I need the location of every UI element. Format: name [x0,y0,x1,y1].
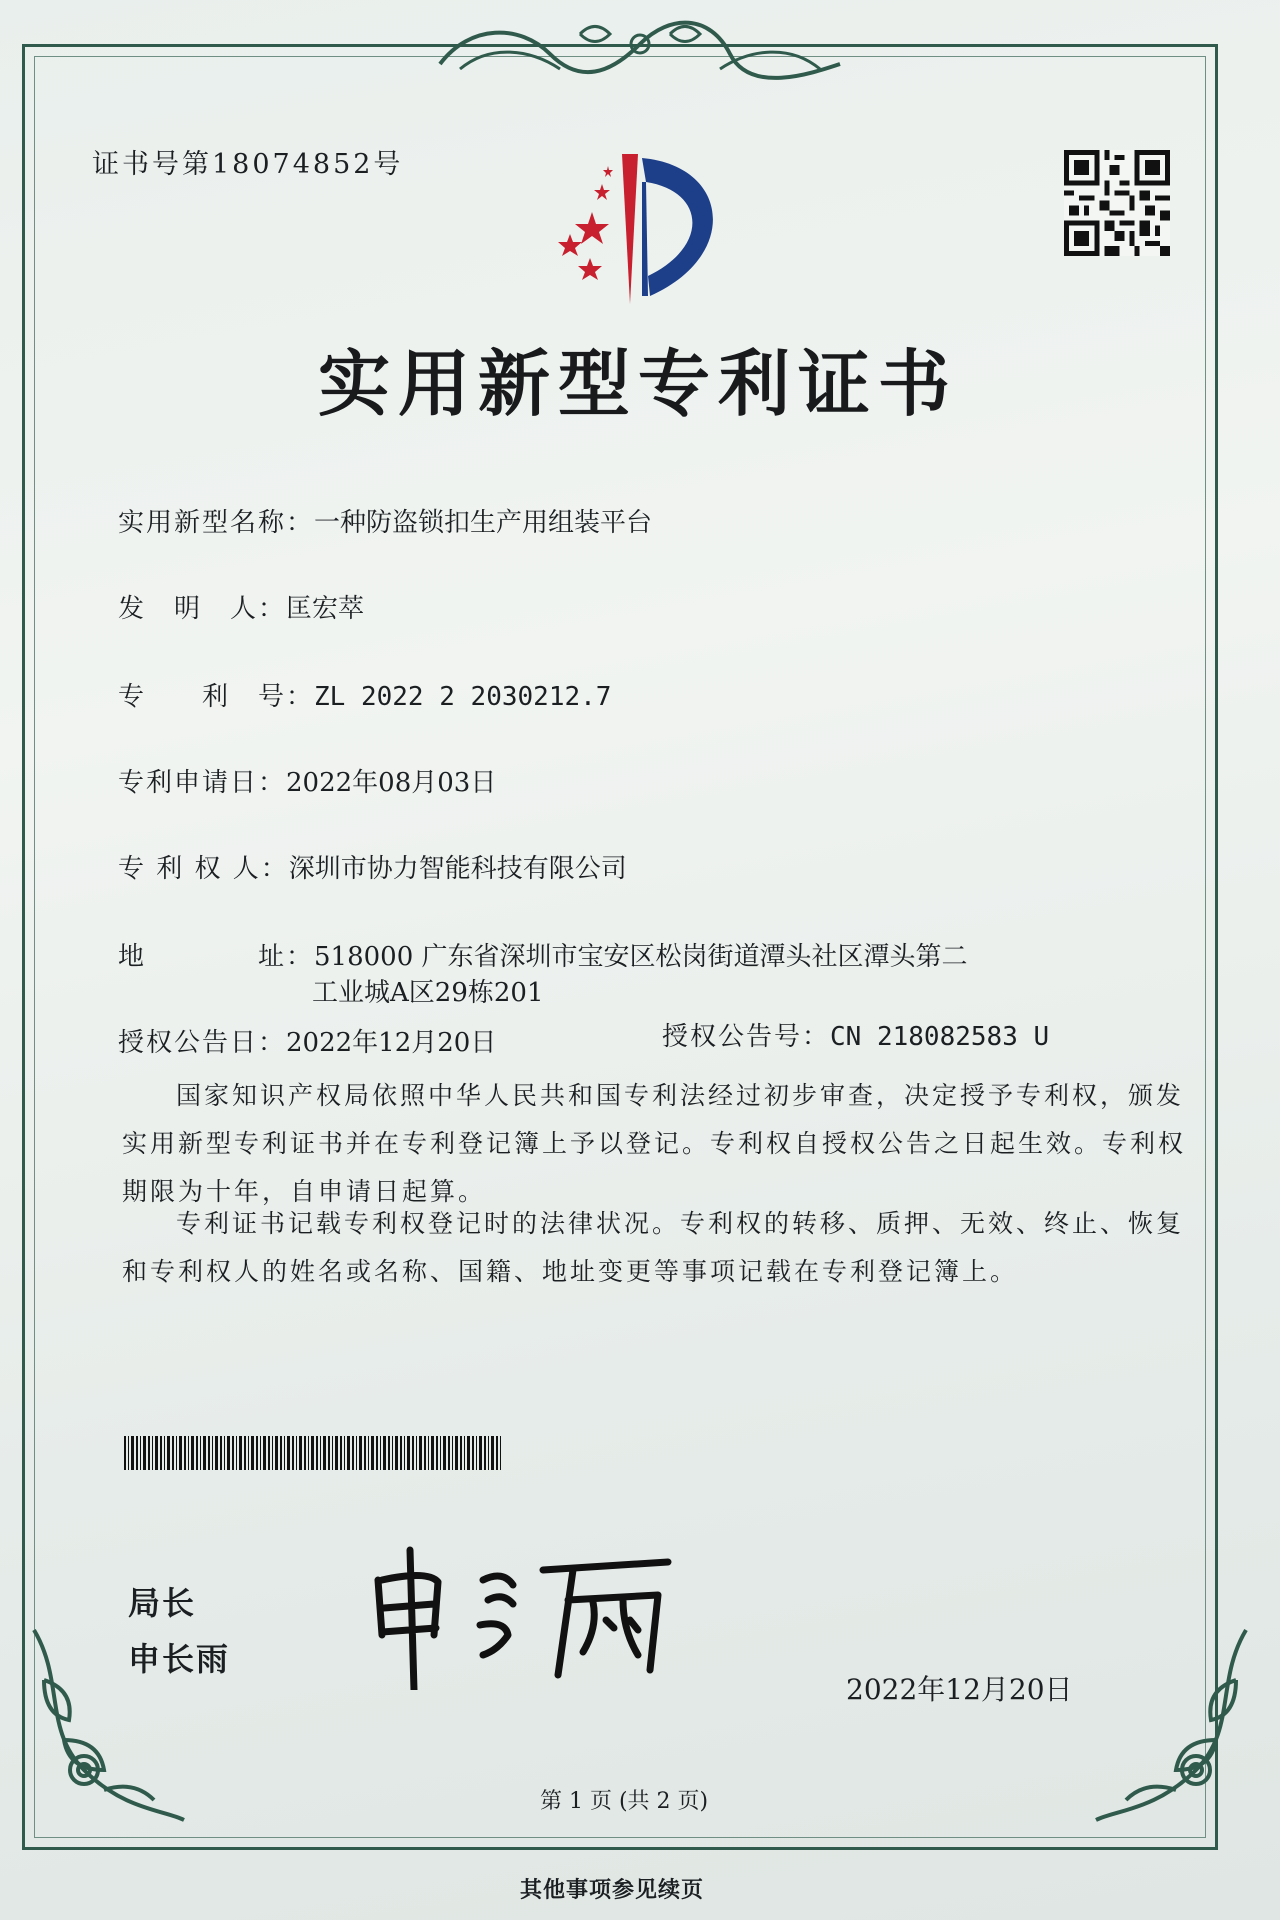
cnipa-logo-icon [530,146,740,306]
application-date-row [118,762,496,799]
certificate-number: 证书号第18074852号 [92,149,404,180]
field-label: 实用新型名称： [118,508,315,538]
field-label: 专 利 权 人： [118,854,289,884]
bottom-left-ornament [24,1620,194,1830]
field-label: 发 明 人： [118,594,287,624]
application-date: 2022年08月03日 [286,768,497,798]
field-label: 专利申请日： [118,768,287,798]
patentee-row [118,848,627,885]
utility-model-name: 一种防盗锁扣生产用组装平台 [314,508,653,538]
utility-model-name-row [118,502,652,539]
continuation-note: 其他事项参见续页 [520,1877,705,1903]
qr-code-icon [1064,150,1170,256]
field-label: 授权公告日： [118,1028,287,1058]
field-label: 专 利 号： [118,682,315,712]
grant-number: CN 218082583 U [830,1022,1050,1052]
document-title: 实用新型专利证书 [318,342,959,426]
patent-number-row [118,676,611,713]
address-line-1: 518000 广东省深圳市宝安区松岗街道潭头社区潭头第二 [314,942,968,972]
issue-date: 2022年12月20日 [846,1673,1073,1706]
legal-paragraph-2: 专利证书记载专利权登记时的法律状况。专利权的转移、质押、无效、终止、恢复和专利权人的姓名或名称、国籍、地址变更等事项记载在专利登记簿上。 [122,1209,1185,1286]
barcode-icon [124,1436,502,1470]
bottom-right-ornament [1086,1620,1256,1830]
director-name: 申长雨 [128,1640,231,1678]
top-ornament [430,14,850,84]
address-line-2: 工业城A区29栋201 [312,978,544,1008]
legal-paragraph-1: 国家知识产权局依照中华人民共和国专利法经过初步审查，决定授予专利权，颁发实用新型专利证书并在专利登记簿上予以登记。专利权自授权公告之日起生效。专利权期限为十年，自申请日起算。 [122,1081,1187,1206]
inventor-name: 匡宏萃 [286,594,365,624]
field-label: 授权公告号： [662,1022,831,1052]
page-indicator: 第 1 页 (共 2 页) [540,1789,709,1814]
grant-date-row [118,1022,496,1059]
address-row [118,936,968,973]
inventor-row [118,588,364,625]
patentee-name: 深圳市协力智能科技有限公司 [288,854,627,884]
director-signature [368,1540,688,1690]
grant-date: 2022年12月20日 [286,1028,497,1058]
field-label: 地 址： [118,942,315,972]
patent-number: ZL 2022 2 2030212.7 [314,682,612,712]
director-title: 局长 [128,1584,197,1622]
grant-number-row [662,1016,1049,1053]
